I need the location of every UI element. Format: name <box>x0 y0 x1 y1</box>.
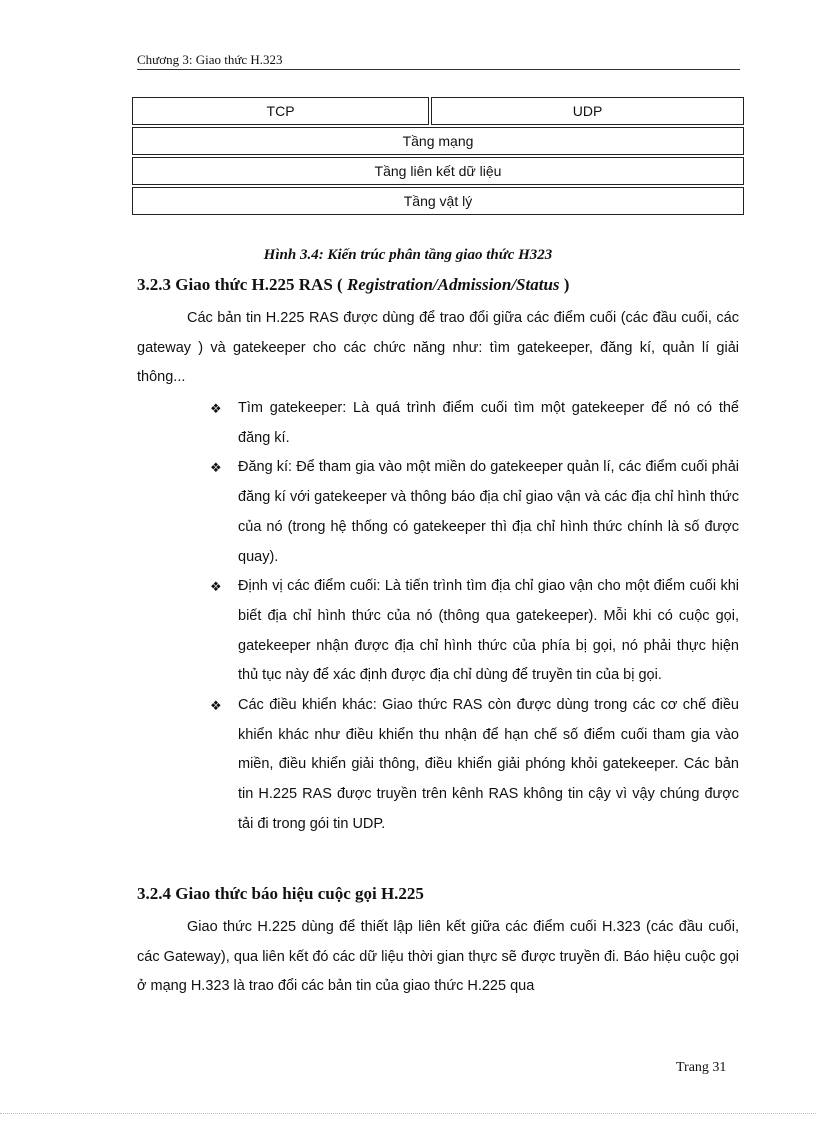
table-cell-network-layer: Tầng mạng <box>132 127 744 155</box>
table-cell-physical-layer: Tầng vật lý <box>132 187 744 215</box>
diamond-bullet-icon: ❖ <box>210 460 222 476</box>
heading-suffix: ) <box>563 275 570 294</box>
table-cell-datalink-layer: Tầng liên kết dữ liệu <box>132 157 744 185</box>
page-header: Chương 3: Giao thức H.323 <box>137 52 283 67</box>
section-heading-3-2-3 <box>137 275 569 295</box>
section-text: Giao thức H.225 dùng để thiết lập liên kết giữa các điểm cuối H.323 (các đầu cuối, các Gateway), qua liên kết đó các dữ liệu thời gian thực sẽ được truyền đi. Báo hiệu cuộc gọi ở mạng H.323 là trao đổi các bản tin của giao thức H.225 qua <box>137 919 739 995</box>
page-bottom-divider <box>0 1113 816 1114</box>
figure-caption: Hình 3.4: Kiến trúc phân tầng giao thức H323 <box>263 247 553 263</box>
table-cell-udp: UDP <box>431 97 744 125</box>
list-item: ❖ Đăng kí: Để tham gia vào một miền do gatekeeper quản lí, các điểm cuối phải đăng kí với gatekeeper và thông báo địa chỉ giao vận và các địa chỉ hình thức của nó (trong hệ thống có gatekeeper thì địa chỉ hình thức chính là số được quay). <box>210 453 739 572</box>
list-item: ❖ Định vị các điểm cuối: Là tiến trình tìm địa chỉ giao vận cho một điểm cuối khi biết địa chỉ hình thức của nó (thông qua gatekeeper). Mỗi khi có cuộc gọi, gatekeeper nhận được địa chỉ hình thức của phía bị gọi, nó phải thực hiện thủ tục này để xác định được địa chỉ dùng để truyền tin của bị gọi. <box>210 572 739 691</box>
intro-paragraph <box>137 304 739 393</box>
section-heading-3-2-4: 3.2.4 Giao thức báo hiệu cuộc gọi H.225 <box>137 884 424 903</box>
table-cell-tcp: TCP <box>132 97 429 125</box>
heading-emphasis: Registration/Admission/Status <box>346 275 560 294</box>
section-paragraph <box>137 913 739 1002</box>
table-row <box>132 187 744 215</box>
heading-prefix: 3.2.3 Giao thức H.225 RAS ( <box>137 275 343 294</box>
protocol-layer-table <box>130 95 746 217</box>
diamond-bullet-icon: ❖ <box>210 401 222 416</box>
list-item: ❖ Tìm gatekeeper: Là quá trình điểm cuối tìm một gatekeeper để nó có thể đăng kí. <box>210 394 739 453</box>
diamond-bullet-icon: ❖ <box>210 698 222 714</box>
list-item: ❖ Các điều khiển khác: Giao thức RAS còn được dùng trong các cơ chế điều khiển khác như điều khiển thu nhận để hạn chế số điểm cuối tham gia vào miền, điều khiển giải thông, điều khiển giải phóng khỏi gatekeeper. Các bản tin H.225 RAS được truyền trên kênh RAS không tin cậy vì vậy chúng được tải đi trong gói tin UDP. <box>210 691 739 840</box>
table-row <box>132 97 744 125</box>
page-number: Trang 31 <box>676 1060 727 1075</box>
table-row <box>132 157 744 185</box>
ras-function-list <box>210 394 739 840</box>
diamond-bullet-icon: ❖ <box>210 579 222 595</box>
table-row <box>132 127 744 155</box>
header-divider <box>137 69 740 70</box>
intro-text: Các bản tin H.225 RAS được dùng để trao đổi giữa các điểm cuối (các đầu cuối, các gateway ) và gatekeeper cho các chức năng như: tìm gatekeeper, đăng kí, quản lí giải thông... <box>137 310 739 386</box>
